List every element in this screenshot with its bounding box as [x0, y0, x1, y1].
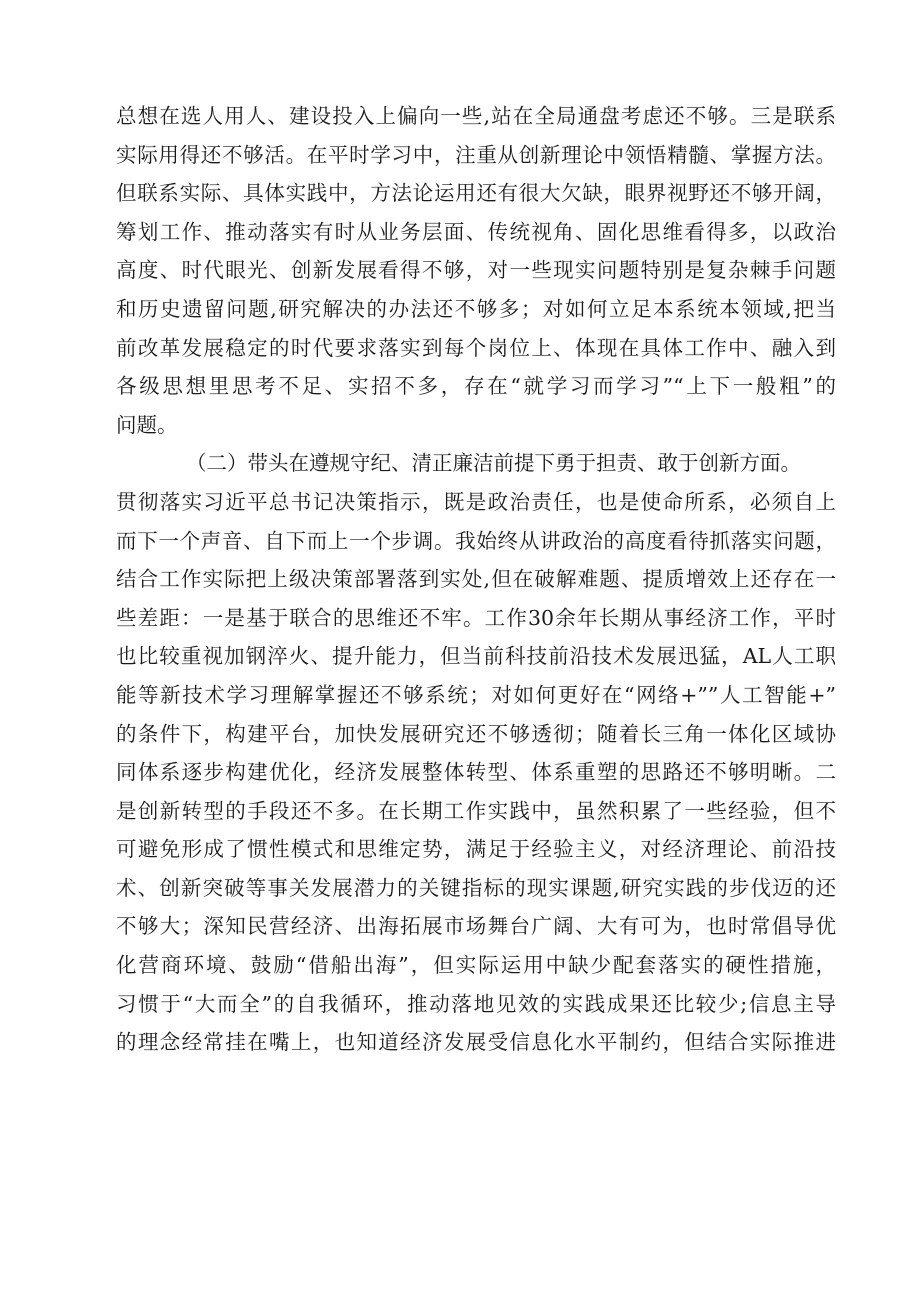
body-text	[116, 97, 836, 1062]
text-line: 贯彻落实习近平总书记决策指示，既是政治责任，也是使命所系，必须自上	[116, 489, 836, 514]
text-line: 结合工作实际把上级决策部署落到实处,但在破解难题、提质增效上还存在一	[116, 567, 836, 592]
text-line: 能等新技术学习理解掌握还不够系统；对如何更好在“网络+””人工智能+”	[116, 682, 836, 707]
text-line: 习惯于“大而全”的自我循环，推动落地见效的实践成果还比较少;信息主导	[116, 991, 836, 1016]
text-line: 也比较重视加钢淬火、提升能力，但当前科技前沿技术发展迅猛，AL人工职	[116, 644, 836, 669]
text-line: 些差距：一是基于联合的思维还不牢。工作30余年长期从事经济工作，平时	[116, 605, 836, 630]
text-line: 但联系实际、具体实践中，方法论运用还有很大欠缺，眼界视野还不够开阔，	[116, 181, 836, 206]
text-line: 高度、时代眼光、创新发展看得不够，对一些现实问题特别是复杂棘手问题	[116, 258, 836, 283]
text-line: 同体系逐步构建优化，经济发展整体转型、体系重塑的思路还不够明晰。二	[116, 760, 836, 785]
text-line: 实际用得还不够活。在平时学习中，注重从创新理论中领悟精髓、掌握方法。	[116, 142, 836, 167]
text-line: 术、创新突破等事关发展潜力的关键指标的现实课题,研究实践的步伐迈的还	[116, 875, 836, 900]
text-line: 的理念经常挂在嘴上，也知道经济发展受信息化水平制约，但结合实际推进	[116, 1030, 836, 1055]
text-line: 化营商环境、鼓励“借船出海”，但实际运用中缺少配套落实的硬性措施，	[116, 953, 836, 978]
text-line: 各级思想里思考不足、实招不多，存在“就学习而学习”“上下一般粗”的	[116, 374, 836, 399]
section-heading: （二）带头在遵规守纪、清正廉洁前提下勇于担责、敢于创新方面。	[186, 451, 801, 476]
text-line: 总想在选人用人、建设投入上偏向一些,站在全局通盘考虑还不够。三是联系	[116, 104, 836, 128]
text-line: 可避免形成了惯性模式和思维定势，满足于经验主义，对经济理论、前沿技	[116, 837, 836, 862]
text-line: 前改革发展稳定的时代要求落实到每个岗位上、体现在具体工作中、融入到	[116, 335, 836, 360]
text-line: 问题。	[116, 412, 178, 437]
text-line: 筹划工作、推动落实有时从业务层面、传统视角、固化思维看得多，以政治	[116, 219, 836, 244]
text-line: 而下一个声音、自下而上一个步调。我始终从讲政治的高度看待抓落实问题，	[116, 528, 836, 553]
text-line: 是创新转型的手段还不多。在长期工作实践中，虽然积累了一些经验，但不	[116, 798, 836, 823]
text-line: 的条件下，构建平台，加快发展研究还不够透彻；随着长三角一体化区域协	[116, 721, 836, 746]
text-line: 不够大；深知民营经济、出海拓展市场舞台广阔、大有可为，也时常倡导优	[116, 914, 836, 939]
text-line: 和历史遗留问题,研究解决的办法还不够多；对如何立足本系统本领域,把当	[116, 296, 836, 321]
